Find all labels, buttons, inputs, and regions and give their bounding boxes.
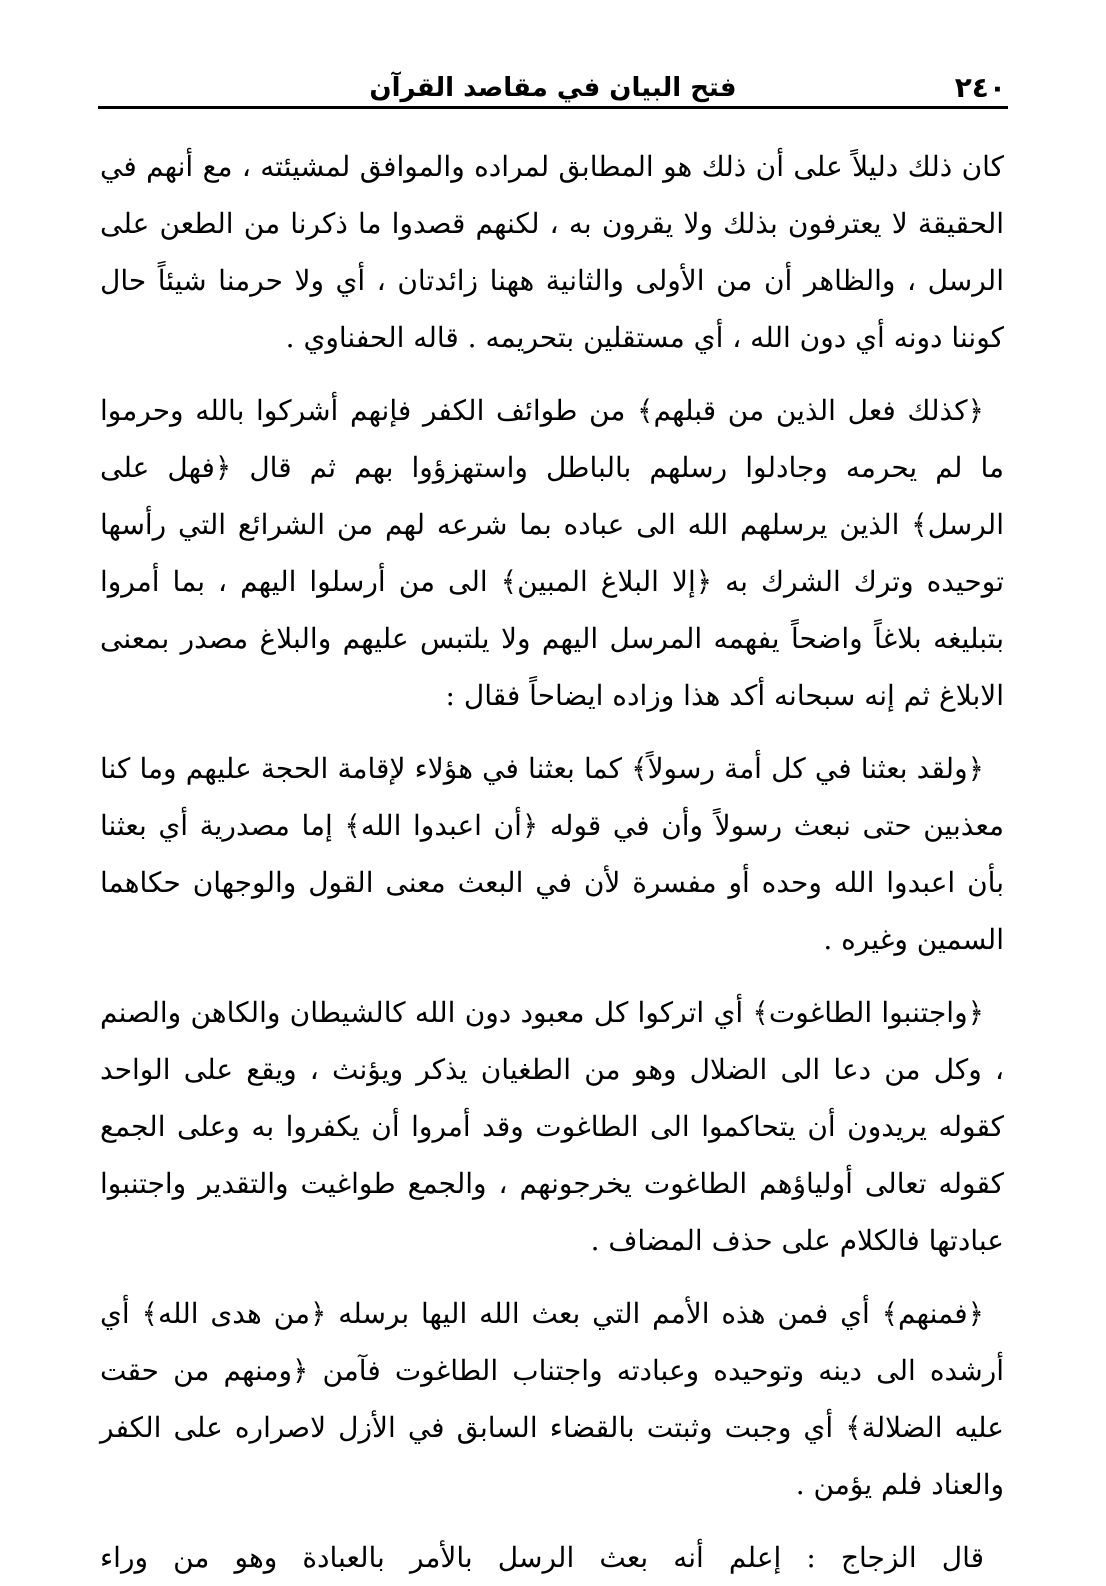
- page-body: [100, 138, 1004, 1586]
- paragraph: كان ذلك دليلاً على أن ذلك هو المطابق لمراده والموافق لمشيئته ، مع أنهم في الحقيقة لا يعترفون بذلك ولا يقرون به ، لكنهم قصدوا ما ذكرنا من الطعن على الرسل ، والظاهر أن من الأولى والثانية ههنا زائدتان ، أي ولا حرمنا شيئاً حال كوننا دونه أي دون الله ، أي مستقلين بتحريمه . قاله الحفناوي .: [100, 150, 1004, 354]
- paragraph: ﴿كذلك فعل الذين من قبلهم﴾ من طوائف الكفر فإنهم أشركوا بالله وحرموا ما لم يحرمه وجادلوا رسلهم بالباطل واستهزؤوا بهم ثم قال ﴿فهل على الرسل﴾ الذين يرسلهم الله الى عباده بما شرعه لهم من الشرائع التي رأسها توحيده وترك الشرك به ﴿إلا البلاغ المبين﴾ الى من أرسلوا اليهم ، بما أمروا بتبليغه بلاغاً واضحاً يفهمه المرسل اليهم ولا يلتبس عليهم والبلاغ مصدر بمعنى الابلاغ ثم إنه سبحانه أكد هذا وزاده ايضاحاً فقال :: [100, 394, 1005, 712]
- header-divider: [98, 106, 1008, 109]
- book-title: فتح البيان في مقاصد القرآن: [369, 73, 737, 103]
- paragraph: قال الزجاج : إعلم أنه بعث الرسل بالأمر بالعبادة وهو من وراء: [100, 1541, 984, 1574]
- paragraph: ﴿فمنهم﴾ أي فمن هذه الأمم التي بعث الله اليها برسله ﴿من هدى الله﴾ أي أرشده الى دينه وتوحيده وعبادته واجتناب الطاغوت فآمن ﴿ومنهم من حقت عليه الضلالة﴾ أي وجبت وثبتت بالقضاء السابق في الأزل لاصراره على الكفر والعناد فلم يؤمن .: [100, 1297, 1004, 1501]
- paragraph: ﴿واجتنبوا الطاغوت﴾ أي اتركوا كل معبود دون الله كالشيطان والكاهن والصنم ، وكل من دعا الى الضلال وهو من الطغيان يذكر ويؤنث ، ويقع على الواحد كقوله يريدون أن يتحاكموا الى الطاغوت وقد أمروا أن يكفروا به وعلى الجمع كقوله تعالى أولياؤهم الطاغوت يخرجونهم ، والجمع طواغيت والتقدير واجتنبوا عبادتها فالكلام على حذف المضاف .: [100, 996, 1004, 1257]
- running-header: [100, 62, 1006, 106]
- page-number: ٢٤٠: [954, 71, 1006, 104]
- paragraph: ﴿ولقد بعثنا في كل أمة رسولاً﴾ كما بعثنا في هؤلاء لإقامة الحجة عليهم وما كنا معذبين حتى نبعث رسولاً وأن في قوله ﴿أن اعبدوا الله﴾ إما مصدرية أي بعثنا بأن اعبدوا الله وحده أو مفسرة لأن في البعث معنى القول والوجهان حكاهما السمين وغيره .: [100, 752, 1004, 956]
